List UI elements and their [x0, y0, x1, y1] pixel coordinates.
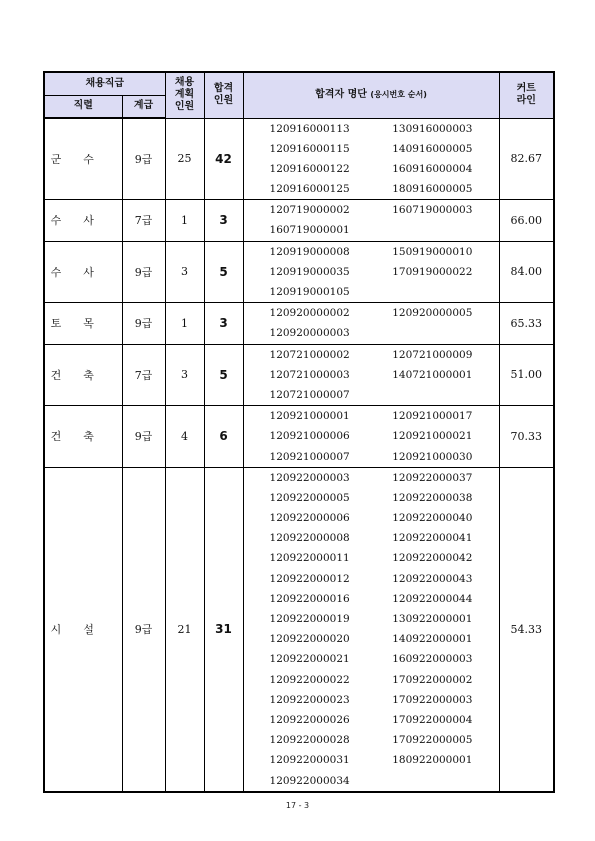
passer-number-line — [244, 242, 499, 262]
exam-number — [392, 282, 498, 302]
results-table — [43, 71, 555, 793]
jobtype-cell: 건축 — [44, 344, 122, 406]
passer-numbers-cell — [243, 467, 499, 792]
exam-number: 120922000031 — [269, 754, 350, 767]
passer-number-line — [244, 345, 499, 365]
cutoff-cell: 54.33 — [499, 467, 554, 792]
cutoff-cell: 84.00 — [499, 241, 554, 303]
passer-numbers-cell — [243, 344, 499, 406]
header-pass-label — [204, 72, 243, 118]
header-list-title: 합격자 명단 — [315, 89, 367, 101]
passer-number-line — [244, 119, 499, 139]
passer-number-line — [244, 139, 499, 159]
table-row — [44, 467, 554, 792]
exam-number: 170922000004 — [392, 713, 473, 726]
passer-number-line — [244, 670, 499, 690]
jobtype-cell: 토목 — [44, 303, 122, 344]
plan-count-cell: 4 — [165, 406, 204, 468]
passed-count-cell: 5 — [204, 241, 243, 303]
passer-numbers-cell — [243, 303, 499, 344]
passer-numbers-cell — [243, 241, 499, 303]
passer-number-line — [244, 365, 499, 385]
exam-number: 120919000105 — [269, 286, 350, 298]
passer-number-line — [244, 528, 499, 548]
exam-number: 120922000019 — [269, 613, 350, 625]
jobtype-cell: 수사 — [44, 200, 122, 241]
passer-number-line — [244, 282, 499, 302]
exam-number: 120922000022 — [269, 673, 350, 686]
exam-number: 120922000044 — [392, 592, 473, 605]
exam-number: 120921000030 — [392, 450, 473, 463]
exam-number: 120922000006 — [269, 512, 350, 525]
exam-number: 120922000020 — [269, 633, 350, 646]
passer-number-line — [244, 426, 499, 446]
exam-number: 120922000038 — [392, 491, 473, 504]
header-jobtype-label: 직렬 — [44, 95, 122, 118]
exam-number: 120921000021 — [392, 430, 473, 443]
header-list-note: (응시번호 순서) — [370, 90, 427, 100]
jobtype-cell: 시설 — [44, 467, 122, 792]
exam-number: 120922000042 — [392, 552, 473, 565]
exam-number: 120922000037 — [392, 471, 473, 484]
header-cutoff-line-1: 커트 — [516, 83, 536, 95]
exam-number: 120922000012 — [269, 572, 350, 585]
table-row — [44, 241, 554, 303]
cutoff-cell: 65.33 — [499, 303, 554, 344]
header-cutoff-label — [499, 72, 554, 118]
exam-number: 120919000008 — [269, 245, 350, 258]
passed-count-cell: 31 — [204, 467, 243, 792]
passer-number-line — [244, 589, 499, 609]
passed-count-cell: 42 — [204, 118, 243, 200]
exam-number: 120721000009 — [392, 348, 473, 361]
passer-number-line — [244, 771, 499, 791]
table-row — [44, 200, 554, 241]
passer-number-line — [244, 200, 499, 220]
passer-number-line — [244, 569, 499, 589]
header-pass-line-2: 인원 — [213, 95, 234, 107]
passer-number-line — [244, 447, 499, 467]
exam-number: 120922000016 — [269, 592, 350, 605]
exam-number: 120921000001 — [269, 410, 350, 423]
exam-number: 160719000001 — [269, 224, 350, 237]
plan-count-cell: 3 — [165, 241, 204, 303]
grade-cell: 9급 — [122, 118, 165, 200]
passer-numbers-cell — [243, 118, 499, 200]
exam-number: 120921000006 — [269, 430, 350, 443]
exam-number: 120921000007 — [269, 450, 350, 463]
cutoff-cell: 51.00 — [499, 344, 554, 406]
exam-number: 120922000034 — [269, 774, 350, 787]
exam-number: 130916000003 — [392, 122, 473, 135]
grade-cell: 9급 — [122, 241, 165, 303]
table-row — [44, 344, 554, 406]
page-number: 17 - 3 — [285, 801, 310, 810]
header-cutoff-line-2: 라인 — [516, 95, 536, 107]
passer-number-line — [244, 406, 499, 426]
cutoff-cell: 70.33 — [499, 406, 554, 468]
passed-count-cell: 5 — [204, 344, 243, 406]
exam-number — [392, 220, 498, 240]
exam-number: 120920000002 — [269, 307, 350, 320]
exam-number: 170922000005 — [392, 734, 473, 747]
passer-number-line — [244, 303, 499, 323]
passer-number-line — [244, 750, 499, 770]
exam-number: 170919000022 — [392, 265, 473, 278]
header-grade-label: 계급 — [122, 95, 165, 118]
exam-number: 140916000005 — [392, 142, 473, 155]
exam-number: 160916000004 — [392, 162, 473, 175]
grade-cell: 9급 — [122, 406, 165, 468]
header-plan-label — [165, 72, 204, 118]
passer-number-line — [244, 730, 499, 750]
passer-number-line — [244, 323, 499, 343]
header-pass-line-1: 합격 — [213, 83, 234, 95]
passer-number-line — [244, 159, 499, 179]
passer-number-line — [244, 508, 499, 528]
exam-number: 120919000035 — [269, 265, 350, 278]
header-group-label: 채용직급 — [44, 72, 165, 95]
exam-number: 120916000122 — [269, 162, 350, 175]
exam-number: 120922000005 — [269, 491, 350, 504]
cutoff-cell: 66.00 — [499, 200, 554, 241]
plan-count-cell: 25 — [165, 118, 204, 200]
exam-number: 120719000002 — [269, 204, 350, 217]
table-body — [44, 118, 554, 792]
exam-number: 120922000040 — [392, 512, 473, 525]
exam-number: 120922000011 — [269, 552, 350, 565]
jobtype-cell: 수사 — [44, 241, 122, 303]
exam-number: 120916000125 — [269, 183, 350, 196]
exam-number — [392, 771, 498, 791]
table-row — [44, 406, 554, 468]
header-plan-line-3: 인원 — [174, 101, 195, 113]
plan-count-cell: 21 — [165, 467, 204, 792]
passed-count-cell: 3 — [204, 303, 243, 344]
grade-cell: 7급 — [122, 200, 165, 241]
grade-cell: 9급 — [122, 467, 165, 792]
passer-number-line — [244, 710, 499, 730]
header-plan-line-1: 채용 — [174, 77, 195, 89]
exam-number: 120921000017 — [392, 410, 473, 423]
passer-numbers-cell — [243, 200, 499, 241]
passer-numbers-cell — [243, 406, 499, 468]
passer-number-line — [244, 179, 499, 199]
jobtype-cell: 군수 — [44, 118, 122, 200]
exam-number: 120721000003 — [269, 368, 350, 381]
passed-count-cell: 3 — [204, 200, 243, 241]
passer-number-line — [244, 468, 499, 488]
exam-number: 120922000008 — [269, 532, 350, 545]
exam-number: 120916000115 — [269, 142, 350, 155]
grade-cell: 7급 — [122, 344, 165, 406]
exam-number: 180916000005 — [392, 183, 473, 196]
header-plan-line-2: 계획 — [174, 89, 195, 101]
exam-number: 120922000043 — [392, 572, 473, 585]
table-row — [44, 303, 554, 344]
exam-number: 120920000005 — [392, 307, 473, 320]
passed-count-cell: 6 — [204, 406, 243, 468]
exam-number: 130922000001 — [392, 613, 473, 625]
table-row — [44, 118, 554, 200]
exam-number: 120920000003 — [269, 327, 350, 340]
jobtype-cell: 건축 — [44, 406, 122, 468]
grade-cell: 9급 — [122, 303, 165, 344]
exam-number: 160922000003 — [392, 653, 473, 666]
exam-number: 170922000003 — [392, 693, 473, 706]
exam-number: 170922000002 — [392, 673, 473, 686]
passer-number-line — [244, 548, 499, 568]
exam-number: 180922000001 — [392, 754, 473, 767]
passer-number-line — [244, 649, 499, 669]
exam-number: 150919000010 — [392, 245, 473, 258]
exam-number: 120922000023 — [269, 693, 350, 706]
passer-number-line — [244, 488, 499, 508]
passer-number-line — [244, 385, 499, 405]
exam-number: 120922000028 — [269, 734, 350, 747]
passer-number-line — [244, 690, 499, 710]
exam-number: 120922000041 — [392, 532, 473, 545]
exam-number: 160719000003 — [392, 204, 473, 217]
passer-number-line — [244, 220, 499, 240]
exam-number: 120916000113 — [269, 122, 350, 135]
header-list-label — [243, 72, 499, 118]
passer-number-line — [244, 262, 499, 282]
exam-number: 120721000007 — [269, 388, 350, 401]
plan-count-cell: 1 — [165, 303, 204, 344]
exam-number — [392, 385, 498, 405]
cutoff-cell: 82.67 — [499, 118, 554, 200]
exam-number: 140721000001 — [392, 368, 473, 381]
plan-count-cell: 3 — [165, 344, 204, 406]
exam-number: 120721000002 — [269, 348, 350, 361]
exam-number: 120922000003 — [269, 471, 350, 484]
exam-number — [392, 323, 498, 343]
exam-number: 120922000021 — [269, 653, 350, 666]
passer-number-line — [244, 609, 499, 629]
exam-number: 120922000026 — [269, 713, 350, 726]
passer-number-line — [244, 629, 499, 649]
plan-count-cell: 1 — [165, 200, 204, 241]
exam-number: 140922000001 — [392, 633, 473, 646]
